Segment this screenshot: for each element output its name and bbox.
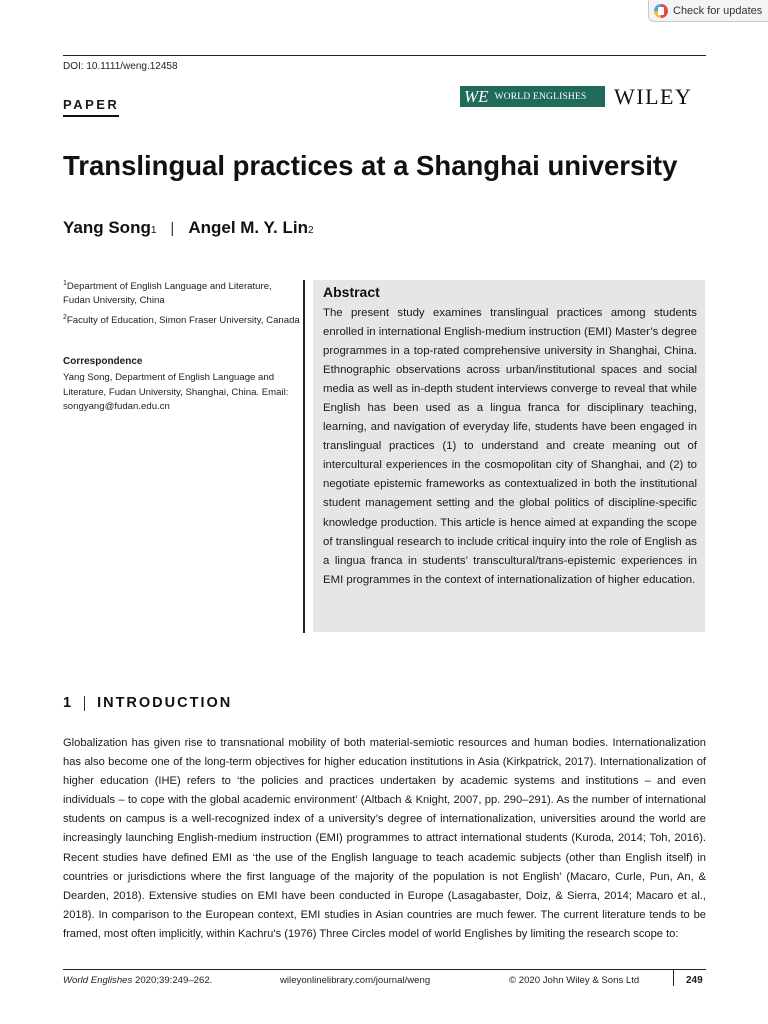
column-divider xyxy=(303,280,305,633)
author-separator: | xyxy=(170,220,175,237)
header-rule xyxy=(63,55,706,56)
check-for-updates-button[interactable] xyxy=(648,0,768,22)
abstract-text: The present study examines translingual practices among students enrolled in international English-medium instruction (EMI) Master’s degree programmes in a top-rated comprehensive university in Shanghai, China. Ethnographic observations across urban/institutional spaces and social media as well as in-depth student interviews converge to reveal that while English has been used as a lingua franca for disciplinary teaching, learning, and navigation of everyday life, students have been engaged in translingual practices (1) to understand and create meaning out of intercultural experiences in the cosmopolitan city of Shanghai, and (2) to negotiate epistemic frameworks as contextualized in both the institutional student management setting and the global politics of discipline-specific knowledge production. This article is hence aimed at expanding the scope of translingual research to include critical inquiry into the role of English as a lingua franca in students’ transcultural/trans-epistemic experiences in EMI programmes in the context of internationalization of higher education. xyxy=(323,307,697,586)
affiliation xyxy=(63,311,301,328)
we-logo-mark: WE xyxy=(464,87,489,106)
wiley-logo: WILEY xyxy=(614,84,693,109)
doi-text: DOI: 10.1111/weng.12458 xyxy=(63,61,178,72)
section-label: PAPER xyxy=(63,97,119,117)
author-name[interactable]: Angel M. Y. Lin xyxy=(188,218,308,237)
correspondence-heading: Correspondence xyxy=(63,356,143,367)
introduction-paragraph: Globalization has given rise to transnational mobility of both material-semiotic resources and human bodies. Internationalization has also become one of the long-term objectives for higher education institutions in Asia (Kirkpatrick, 2017). Internationalization of higher education (IHE) refers to ‘the policies and practices undertaken by academic systems and institutions – and even individuals – to cope with the global academic environment’ (Altbach & Knight, 2007, pp. 290–291). As the number of international students on campus is a well-recognized index of a university’s degree of internationalization, universities around the world are increasingly launching English-medium instruction (EMI) programmes to attract international students (Kuroda, 2014; Toh, 2016). Recent studies have defined EMI as ‘the use of the English language to teach academic subjects (other than English itself) in countries or jurisdictions where the first language of the majority of the population is not English’ (Macaro, Curle, Pun, An, & Dearden, 2018). Extensive studies on EMI have been conducted in Europe (Lasagabaster, Doiz, & Sierra, 2014; Macaro et al., 2018). In comparison to the European context, EMI studies in Asian countries are much fewer. The current literature tends to be framed, most often implicitly, within Kachru’s (1976) Three Circles model of world Englishes by limiting the research scope to: xyxy=(63,737,706,940)
affiliation-text: Faculty of Education, Simon Fraser University, Canada xyxy=(66,315,300,327)
check-for-updates-label: Check for updates xyxy=(673,4,763,17)
footer-rule xyxy=(63,969,706,970)
world-englishes-logo xyxy=(460,86,605,107)
author-affil-ref: 1 xyxy=(150,225,157,236)
section-title: INTRODUCTION xyxy=(97,695,233,711)
footer-separator xyxy=(673,969,674,986)
author-affil-ref: 2 xyxy=(307,225,314,236)
footer-url-link[interactable]: wileyonlinelibrary.com/journal/weng xyxy=(280,975,431,986)
section-number: 1 xyxy=(63,695,74,711)
section-heading xyxy=(63,695,232,711)
footer-journal-cite: 2020;39:249–262. xyxy=(132,975,213,986)
affiliation-number: 1 xyxy=(63,280,67,287)
footer-copyright: © 2020 John Wiley & Sons Ltd xyxy=(509,975,640,986)
affiliation-number: 2 xyxy=(63,314,67,321)
we-logo-text: WORLD ENGLISHES xyxy=(494,91,587,102)
correspondence-body: Yang Song, Department of English Language and Literature, Fudan University, Shanghai, China. Email: songyang@fudan.edu.cn xyxy=(63,372,289,412)
abstract-heading: Abstract xyxy=(323,284,380,300)
heading-separator xyxy=(84,696,85,711)
affiliation-text: Department of English Language and Literature, Fudan University, China xyxy=(63,281,272,306)
author-name[interactable]: Yang Song xyxy=(63,218,151,237)
affiliation xyxy=(63,277,301,307)
page-number: 249 xyxy=(686,975,703,986)
footer-journal-name: World Englishes xyxy=(63,975,133,986)
crossmark-icon xyxy=(654,4,668,18)
author-list xyxy=(63,218,314,238)
footer-citation xyxy=(63,975,212,986)
paper-title: Translingual practices at a Shanghai university xyxy=(63,150,678,181)
